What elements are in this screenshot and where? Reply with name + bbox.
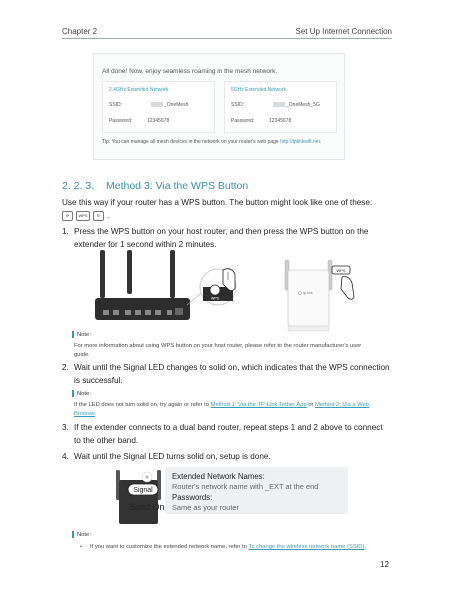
extender-wps-label: WPS: [336, 268, 346, 273]
section-header: Set Up Internet Connection: [295, 27, 392, 36]
extender-illustration: [285, 260, 332, 331]
masked-text: [273, 102, 285, 107]
wps-button-icons: ⟳ WPS ↻ .: [62, 209, 109, 222]
callout-password-title: Passwords:: [172, 493, 213, 502]
intro-text: Use this way if your router has a WPS button. The button might look like one of these:: [62, 198, 373, 207]
signal-led-illustration: [113, 465, 168, 525]
note-label: Note:: [72, 331, 91, 338]
ssid-label: SSID:: [231, 102, 245, 108]
step-1-number: 1.: [62, 227, 69, 236]
method-2-link[interactable]: Method 2: Via a Web: [315, 402, 370, 408]
note-1-line-2: guide.: [74, 352, 90, 358]
router-illustration: [95, 250, 205, 320]
step-3-line-2: to the other band.: [74, 436, 139, 445]
ssid-label: SSID:: [109, 102, 123, 108]
password-value: 12345678: [147, 118, 170, 124]
note-2-line-1: If the LED does not turn solid on, try again or refer to Method 1: Via the TP-Link Tether App or Method 2: Via a Web: [74, 402, 370, 408]
router-wps-zoom: [200, 269, 236, 305]
note-marker: [72, 531, 74, 538]
note-3-bullet: •: [80, 544, 83, 550]
method-1-link[interactable]: Method 1: Via the TP-Link Tether App: [210, 402, 307, 408]
extender-brand: tp-link: [303, 291, 313, 295]
password-value: 12345678: [269, 118, 292, 124]
note-marker: [72, 390, 74, 397]
callout-password-value: Same as your router: [172, 503, 239, 512]
step-4-number: 4.: [62, 452, 69, 461]
note-3-text: If you want to customize the extended network name, refer to To change the wireless network name (SSID).: [90, 544, 367, 550]
callout-name-value: Router's network name with _EXT at the end: [172, 482, 319, 491]
masked-text: [151, 102, 163, 107]
wps-illustration: [95, 250, 370, 332]
step-2-number: 2.: [62, 363, 69, 372]
extended-network-callout: [165, 467, 348, 514]
ssid-value: _OneMesh_5G: [273, 102, 320, 108]
setup-complete-screenshot: [93, 53, 345, 160]
note-1-line-1: For more information about using WPS button on your host router, please refer to the router manufacturer's user: [74, 343, 362, 349]
led-state: Solid On: [130, 502, 165, 512]
password-label: Password:: [109, 118, 133, 124]
note-marker: [72, 331, 74, 338]
network-box-2g: [102, 81, 215, 133]
step-2-line-1: Wait until the Signal LED changes to solid on, which indicates that the WPS connection: [74, 363, 390, 372]
section-heading: 2. 2. 3. Method 3: Via the WPS Button: [62, 180, 249, 192]
network-title: 5GHz Extended Network: [231, 87, 287, 93]
wps-icon-a: ⟳: [62, 211, 73, 221]
page-number: 12: [380, 560, 389, 569]
signal-label: Signal: [133, 487, 153, 494]
step-1-line-1: Press the WPS button on your host router, and then press the WPS button on the: [74, 227, 369, 236]
note-label: Note:: [72, 390, 91, 397]
chapter-label: Chapter 2: [62, 27, 98, 36]
header-rule: [62, 38, 392, 39]
step-3-number: 3.: [62, 423, 69, 432]
note-label: Note:: [72, 531, 91, 538]
method-2-link-continued[interactable]: Browser: [74, 411, 95, 417]
ssid-value: _OneMesh: [151, 102, 188, 108]
wps-icon-b: WPS: [76, 211, 90, 221]
step-4-line-1: Wait until the Signal LED turns solid on, setup is done.: [74, 452, 271, 461]
step-2-line-2: is successful.: [74, 376, 123, 385]
step-1-line-2: extender for 1 second within 2 minutes.: [74, 240, 217, 249]
step-3-line-1: If the extender connects to a dual band router, repeat steps 1 and 2 above to connect: [74, 423, 383, 432]
extender-wps-callout: [332, 266, 354, 299]
callout-name-title: Extended Network Names:: [172, 472, 265, 481]
password-label: Password:: [231, 118, 255, 124]
done-message: All done! Now, enjoy seamless roaming in the mesh network.: [102, 68, 278, 75]
network-box-5g: [224, 81, 337, 133]
router-wps-label: WPS: [211, 296, 219, 301]
network-title: 2.4GHz Extended Network: [109, 87, 169, 93]
wps-icon-c: ↻: [93, 211, 104, 221]
change-ssid-link[interactable]: To change the wireless network name (SSID): [248, 544, 365, 550]
tip-text: Tip: You can manage all mesh devices in the network on your router's web page http://tplinkwifi.net.: [102, 139, 322, 145]
note-2-line-2: Browser.: [74, 411, 97, 417]
tplinkwifi-link[interactable]: http://tplinkwifi.net: [280, 139, 320, 145]
